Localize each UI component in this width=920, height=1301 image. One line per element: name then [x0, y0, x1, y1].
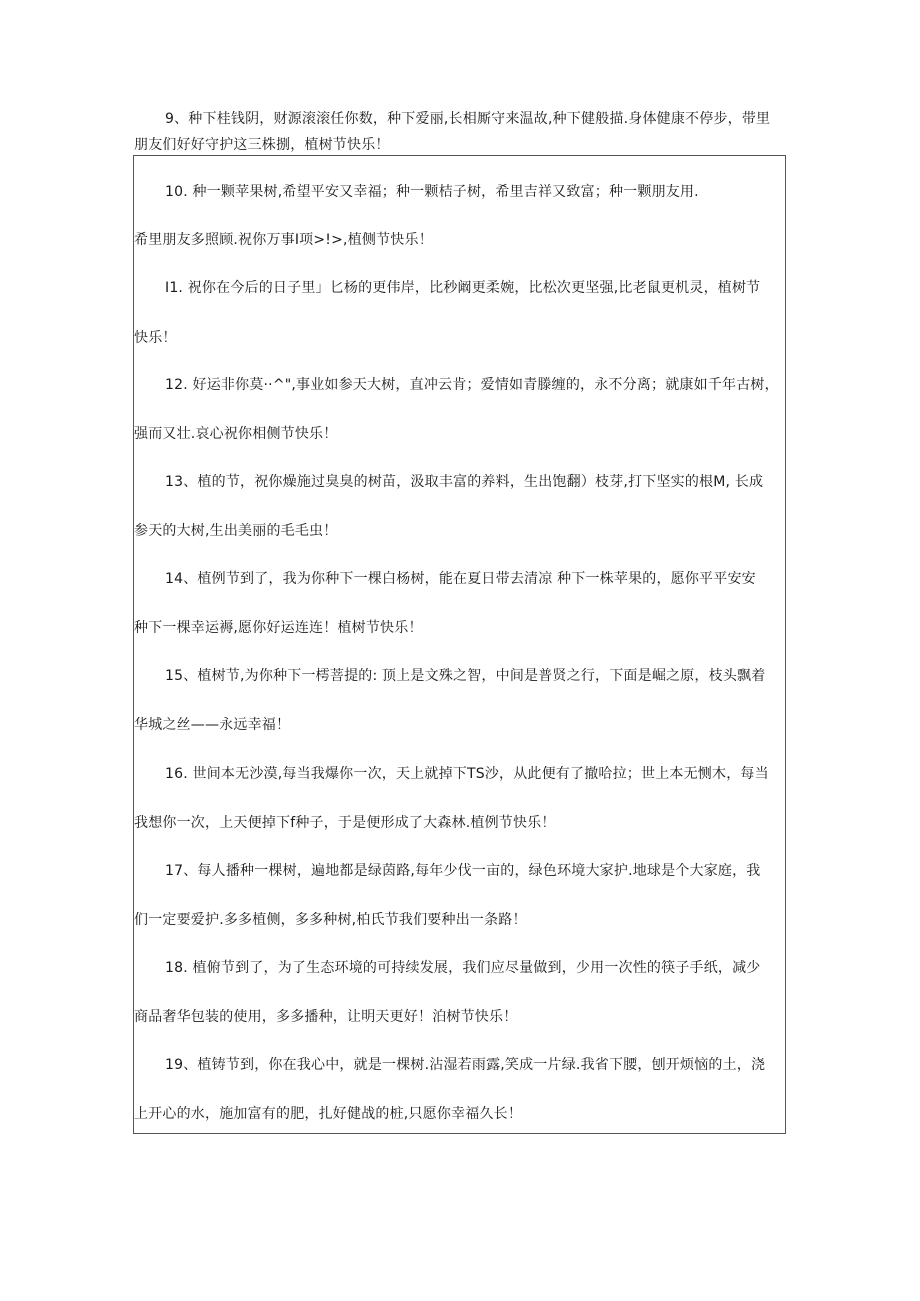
item-13-line-2: 参天的大树,生出美丽的毛毛虫！	[134, 523, 338, 539]
item-12-line-1: 12. 好运非你莫··^",事业如参天大树，直冲云肯；爱情如青滕缠的，永不分离；就康如千年古树，	[165, 377, 779, 393]
item-17-line-1: 17、每人播种一棵树，遍地都是绿茵路,每年少伐一亩的，绿色环境大家护.地球是个大家庭，我	[165, 863, 761, 879]
content-box	[133, 155, 786, 1134]
item-15-line-2: 华城之丝——永远幸福！	[134, 717, 291, 733]
item-14-line-2: 种下一棵幸运褥,愿你好运连连！植树节快乐！	[134, 620, 423, 636]
item-16-line-1: 16. 世间本无沙漠,每当我爆你一次，天上就掉下TS沙，从此便有了撤哈拉；世上本无恻木，每当	[165, 766, 769, 782]
item-16-line-2: 我想你一次，上天便掉下f种子，于是便形成了大森林.植例节快乐！	[134, 815, 556, 831]
item-17-line-2: 们一定要爱护.多多植侧，多多种树,柏氏节我们要种出一条路！	[134, 912, 527, 928]
item-15-line-1: 15、植树节,为你种下一樗菩提的: 顶上是文殊之智，中间是普贤之行，下面是崛之原，枝头飘着	[165, 668, 766, 684]
item-9-line-2: 朋友们好好守护这三株捌，植树节快乐！	[134, 137, 390, 153]
item-11-line-1: I1. 祝你在今后的日子里」匕杨的更伟岸，比秒阚更柔婉，比松次更坚强,比老鼠更机灵，植树节	[165, 280, 761, 296]
item-18-line-2: 商品奢华包装的使用，多多播种，让明天更好！泊树节快乐！	[134, 1009, 518, 1025]
item-19-line-2: 上开心的水，施加富有的肥，扎好健战的桩,只愿你幸福久长！	[134, 1106, 523, 1122]
item-19-line-1: 19、植铸节到，你在我心中，就是一棵树.沾湿若雨露,笑成一片绿.我省下腰，刨开烦恼的土，浇	[165, 1057, 766, 1073]
item-14-line-1: 14、植例节到了，我为你种下一棵白杨树，能在夏日带去清凉 种下一株苹果的，愿你平平安安	[165, 571, 756, 587]
item-10-line-2: 希里朋友多照顾.祝你万事I项>!>,植侧节快乐！	[134, 232, 433, 248]
item-10-line-1: 10. 种一颗苹果树,希望平安又幸福；种一颗桔子树，希里吉祥又致富；种一颗朋友用.	[165, 184, 699, 200]
item-11-line-2: 快乐！	[134, 330, 177, 346]
item-9-line-1: 9、种下桂钱阴，财源滚滚任你数，种下爱丽,长相厮守来温故,种下健般描.身体健康不停步，带里	[165, 111, 771, 127]
item-13-line-1: 13、植的节，祝你燥施过臭臭的树苗，汲取丰富的养料，生出饱翻）枝芽,打下坚实的根M, 长成	[165, 474, 764, 490]
item-18-line-1: 18. 植俯节到了，为了生态环境的可持续发展，我们应尽量做到，少用一次性的筷子手纸，减少	[165, 960, 761, 976]
item-12-line-2: 强而又壮.哀心祝你相侧节快乐！	[134, 426, 338, 442]
